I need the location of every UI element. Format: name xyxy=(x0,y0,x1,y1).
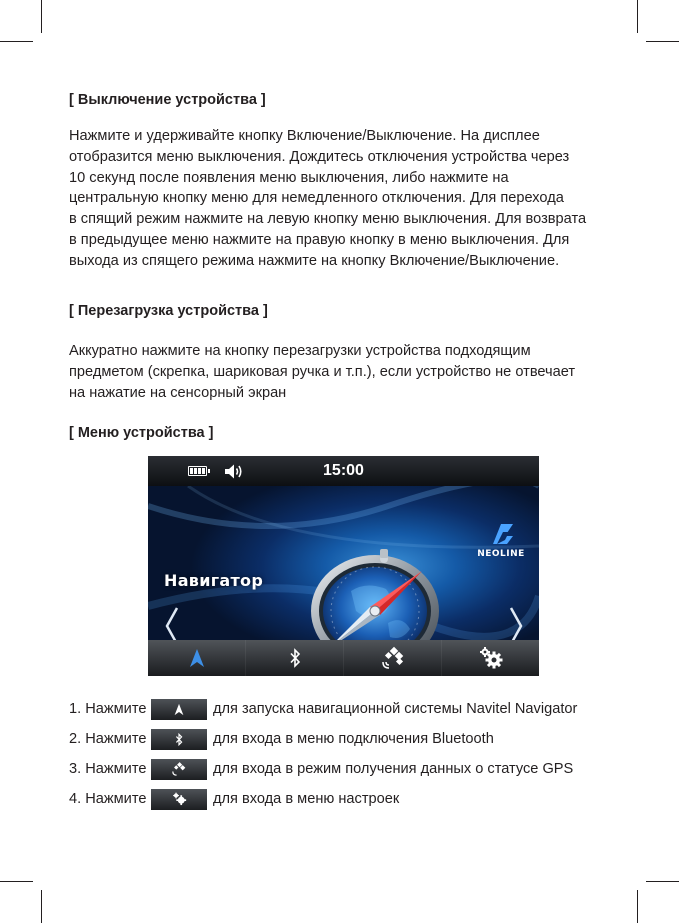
device-screen xyxy=(148,456,539,676)
step-number: 1. Нажмите xyxy=(69,701,147,717)
step-number: 2. Нажмите xyxy=(69,731,147,747)
navigation-button[interactable] xyxy=(148,640,245,676)
crop-mark-top-right-vertical xyxy=(637,0,638,33)
screen-title: Навигатор xyxy=(164,571,264,590)
bottom-menu-bar xyxy=(148,640,539,676)
neoline-logo-mark xyxy=(471,520,531,548)
paragraph-line: предметом (скрепка, шариковая ручка и т.п.), если устройство не отвечает xyxy=(69,363,576,380)
crop-mark-bottom-left-horizontal xyxy=(0,881,33,882)
crop-mark-bottom-left-vertical xyxy=(41,890,42,923)
step-item xyxy=(69,787,399,811)
status-bar xyxy=(148,456,539,486)
bluetooth-button[interactable] xyxy=(245,640,343,676)
crop-mark-bottom-right-vertical xyxy=(637,890,638,923)
settings-gears-icon xyxy=(478,646,504,670)
bluetooth-icon xyxy=(175,733,183,746)
main-area xyxy=(148,486,539,640)
crop-mark-top-left-vertical xyxy=(41,0,42,33)
paragraph-line: в предыдущее меню нажмите на правую кнопку в меню выключения. Для xyxy=(69,231,570,248)
reboot-heading: [ Перезагрузка устройства ] xyxy=(69,303,268,319)
step-text: для входа в меню настроек xyxy=(213,791,400,807)
neoline-logo-text: NEOLINE xyxy=(477,549,525,559)
step-number: 3. Нажмите xyxy=(69,761,147,777)
step-text: для входа в режим получения данных о статусе GPS xyxy=(213,761,574,777)
settings-chip xyxy=(151,789,207,810)
navigation-arrow-icon xyxy=(189,648,205,668)
paragraph-line: на нажатие на сенсорный экран xyxy=(69,384,287,401)
paragraph-line: Нажмите и удерживайте кнопку Включение/Выключение. На дисплее xyxy=(69,128,540,144)
navigation-arrow-icon xyxy=(174,703,184,716)
step-text: для входа в меню подключения Bluetooth xyxy=(213,731,494,747)
paragraph-line: отобразится меню выключения. Дождитесь отключения устройства через xyxy=(69,148,570,165)
clock: 15:00 xyxy=(323,462,364,479)
neoline-logo xyxy=(471,520,531,562)
gps-chip xyxy=(151,759,207,780)
crop-mark-bottom-right-horizontal xyxy=(646,881,679,882)
power-off-heading: [ Выключение устройства ] xyxy=(69,92,266,108)
navigation-chip xyxy=(151,699,207,720)
step-item xyxy=(69,727,494,751)
paragraph-line: в спящий режим нажмите на левую кнопку меню выключения. Для возврата xyxy=(69,211,587,228)
bluetooth-icon xyxy=(289,648,301,668)
paragraph-line: выхода из спящего режима нажмите на кнопку Включение/Выключение. xyxy=(69,252,560,269)
power-off-paragraph xyxy=(69,126,619,272)
settings-button[interactable] xyxy=(441,640,539,676)
satellite-icon xyxy=(380,645,406,671)
step-item xyxy=(69,757,573,781)
paragraph-line: центральную кнопку меню для немедленного отключения. Для перехода xyxy=(69,190,564,207)
step-text: для запуска навигационной системы Navitel Navigator xyxy=(213,701,578,717)
gps-button[interactable] xyxy=(343,640,441,676)
settings-gears-icon xyxy=(172,792,187,806)
paragraph-line: Аккуратно нажмите на кнопку перезагрузки устройства подходящим xyxy=(69,343,531,359)
crop-mark-top-right-horizontal xyxy=(646,41,679,42)
paragraph-line: 10 секунд после появления меню выключения, либо нажмите на xyxy=(69,169,509,186)
crop-mark-top-left-horizontal xyxy=(0,41,33,42)
reboot-paragraph xyxy=(69,341,619,403)
step-item xyxy=(69,697,577,721)
satellite-icon xyxy=(171,761,187,777)
menu-heading: [ Меню устройства ] xyxy=(69,425,214,441)
step-number: 4. Нажмите xyxy=(69,791,147,807)
bluetooth-chip xyxy=(151,729,207,750)
